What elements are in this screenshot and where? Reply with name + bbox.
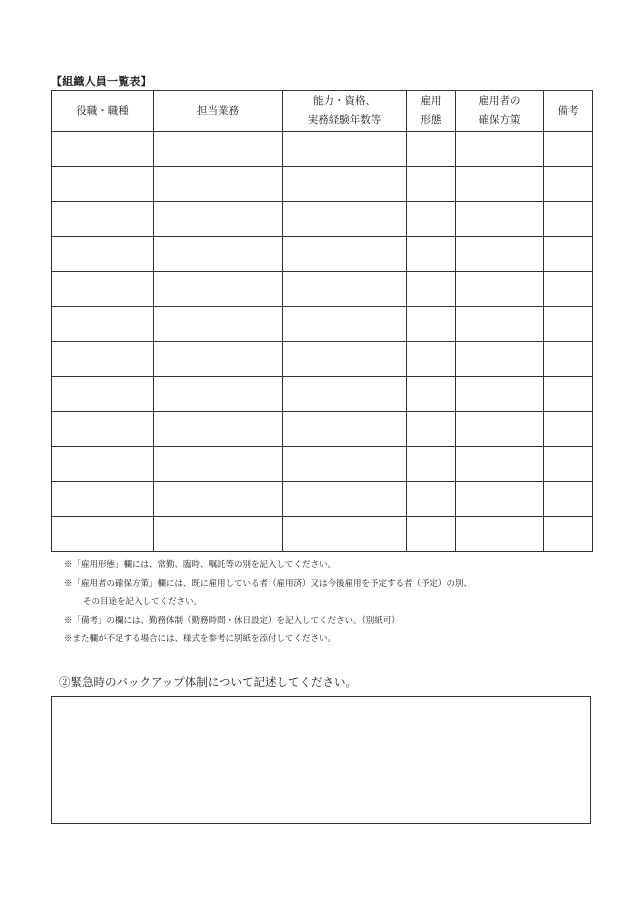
cell-qualifications[interactable] — [283, 447, 407, 482]
cell-employment-type[interactable] — [407, 272, 456, 307]
note-employment-type: ※「雇用形態」欄には、常勤、臨時、嘱託等の別を記入してください。 — [64, 560, 337, 570]
cell-remarks[interactable] — [544, 377, 593, 412]
cell-remarks[interactable] — [544, 167, 593, 202]
cell-remarks[interactable] — [544, 237, 593, 272]
table-row — [52, 342, 593, 377]
cell-employment-type[interactable] — [407, 377, 456, 412]
column-header-employment-type: 雇用 形態 — [407, 91, 456, 132]
cell-recruitment-plan[interactable] — [456, 132, 544, 167]
cell-remarks[interactable] — [544, 482, 593, 517]
cell-duties[interactable] — [154, 307, 283, 342]
cell-duties[interactable] — [154, 272, 283, 307]
cell-position[interactable] — [52, 167, 154, 202]
cell-position[interactable] — [52, 517, 154, 552]
cell-qualifications[interactable] — [283, 167, 407, 202]
cell-recruitment-plan[interactable] — [456, 237, 544, 272]
cell-employment-type[interactable] — [407, 517, 456, 552]
cell-duties[interactable] — [154, 237, 283, 272]
cell-recruitment-plan[interactable] — [456, 482, 544, 517]
column-header-qualifications: 能力・資格、 実務経験年数等 — [283, 91, 407, 132]
backup-description-box[interactable] — [51, 696, 591, 824]
table-title: 【組織人員一覧表】 — [51, 75, 152, 88]
cell-remarks[interactable] — [544, 342, 593, 377]
cell-employment-type[interactable] — [407, 482, 456, 517]
cell-position[interactable] — [52, 482, 154, 517]
cell-employment-type[interactable] — [407, 342, 456, 377]
table-row — [52, 412, 593, 447]
cell-recruitment-plan[interactable] — [456, 377, 544, 412]
cell-duties[interactable] — [154, 517, 283, 552]
note-recruitment-plan: ※「雇用者の確保方策」欄には、既に雇用している者（雇用済）又は今後雇用を予定する者（予定）の別、 — [64, 578, 473, 589]
cell-position[interactable] — [52, 307, 154, 342]
table-body — [52, 132, 593, 552]
staff-table — [51, 90, 593, 552]
cell-employment-type[interactable] — [407, 237, 456, 272]
cell-remarks[interactable] — [544, 202, 593, 237]
table-row — [52, 132, 593, 167]
table-row — [52, 202, 593, 237]
column-header-position: 役職・職種 — [52, 91, 154, 132]
cell-position[interactable] — [52, 202, 154, 237]
header-row — [52, 91, 593, 132]
table-row — [52, 377, 593, 412]
cell-employment-type[interactable] — [407, 412, 456, 447]
cell-employment-type[interactable] — [407, 307, 456, 342]
cell-recruitment-plan[interactable] — [456, 342, 544, 377]
cell-qualifications[interactable] — [283, 202, 407, 237]
cell-duties[interactable] — [154, 342, 283, 377]
cell-qualifications[interactable] — [283, 412, 407, 447]
cell-position[interactable] — [52, 272, 154, 307]
cell-duties[interactable] — [154, 447, 283, 482]
cell-duties[interactable] — [154, 377, 283, 412]
cell-position[interactable] — [52, 237, 154, 272]
table-row — [52, 447, 593, 482]
backup-section-title: ②緊急時のバックアップ体制について記述してください。 — [59, 675, 357, 689]
cell-qualifications[interactable] — [283, 237, 407, 272]
cell-duties[interactable] — [154, 202, 283, 237]
cell-recruitment-plan[interactable] — [456, 517, 544, 552]
note-remarks: ※「備考」の欄には、勤務体制（勤務時間・休日設定）を記入してください。（別紙可） — [64, 615, 400, 626]
cell-duties[interactable] — [154, 132, 283, 167]
cell-duties[interactable] — [154, 482, 283, 517]
note-recruitment-plan-continued: その目途を記入してください。 — [83, 597, 203, 607]
cell-qualifications[interactable] — [283, 307, 407, 342]
cell-qualifications[interactable] — [283, 342, 407, 377]
column-header-recruitment-plan: 雇用者の 確保方策 — [456, 91, 544, 132]
cell-remarks[interactable] — [544, 447, 593, 482]
cell-qualifications[interactable] — [283, 482, 407, 517]
table-row — [52, 237, 593, 272]
cell-qualifications[interactable] — [283, 517, 407, 552]
cell-remarks[interactable] — [544, 307, 593, 342]
cell-remarks[interactable] — [544, 272, 593, 307]
cell-recruitment-plan[interactable] — [456, 307, 544, 342]
column-header-remarks: 備考 — [544, 91, 593, 132]
cell-qualifications[interactable] — [283, 377, 407, 412]
cell-position[interactable] — [52, 132, 154, 167]
cell-position[interactable] — [52, 342, 154, 377]
cell-employment-type[interactable] — [407, 202, 456, 237]
cell-recruitment-plan[interactable] — [456, 202, 544, 237]
column-header-duties: 担当業務 — [154, 91, 283, 132]
cell-recruitment-plan[interactable] — [456, 412, 544, 447]
table-row — [52, 167, 593, 202]
cell-recruitment-plan[interactable] — [456, 447, 544, 482]
table-row — [52, 307, 593, 342]
cell-qualifications[interactable] — [283, 272, 407, 307]
cell-remarks[interactable] — [544, 517, 593, 552]
cell-recruitment-plan[interactable] — [456, 272, 544, 307]
cell-duties[interactable] — [154, 412, 283, 447]
note-additional-sheet: ※また欄が不足する場合には、様式を参考に別紙を添付してください。 — [64, 634, 337, 644]
cell-employment-type[interactable] — [407, 132, 456, 167]
cell-position[interactable] — [52, 447, 154, 482]
cell-recruitment-plan[interactable] — [456, 167, 544, 202]
cell-remarks[interactable] — [544, 132, 593, 167]
table-row — [52, 482, 593, 517]
notes — [64, 556, 472, 649]
cell-remarks[interactable] — [544, 412, 593, 447]
cell-employment-type[interactable] — [407, 167, 456, 202]
cell-position[interactable] — [52, 412, 154, 447]
cell-duties[interactable] — [154, 167, 283, 202]
table-row — [52, 517, 593, 552]
cell-position[interactable] — [52, 377, 154, 412]
cell-employment-type[interactable] — [407, 447, 456, 482]
cell-qualifications[interactable] — [283, 132, 407, 167]
table-row — [52, 272, 593, 307]
